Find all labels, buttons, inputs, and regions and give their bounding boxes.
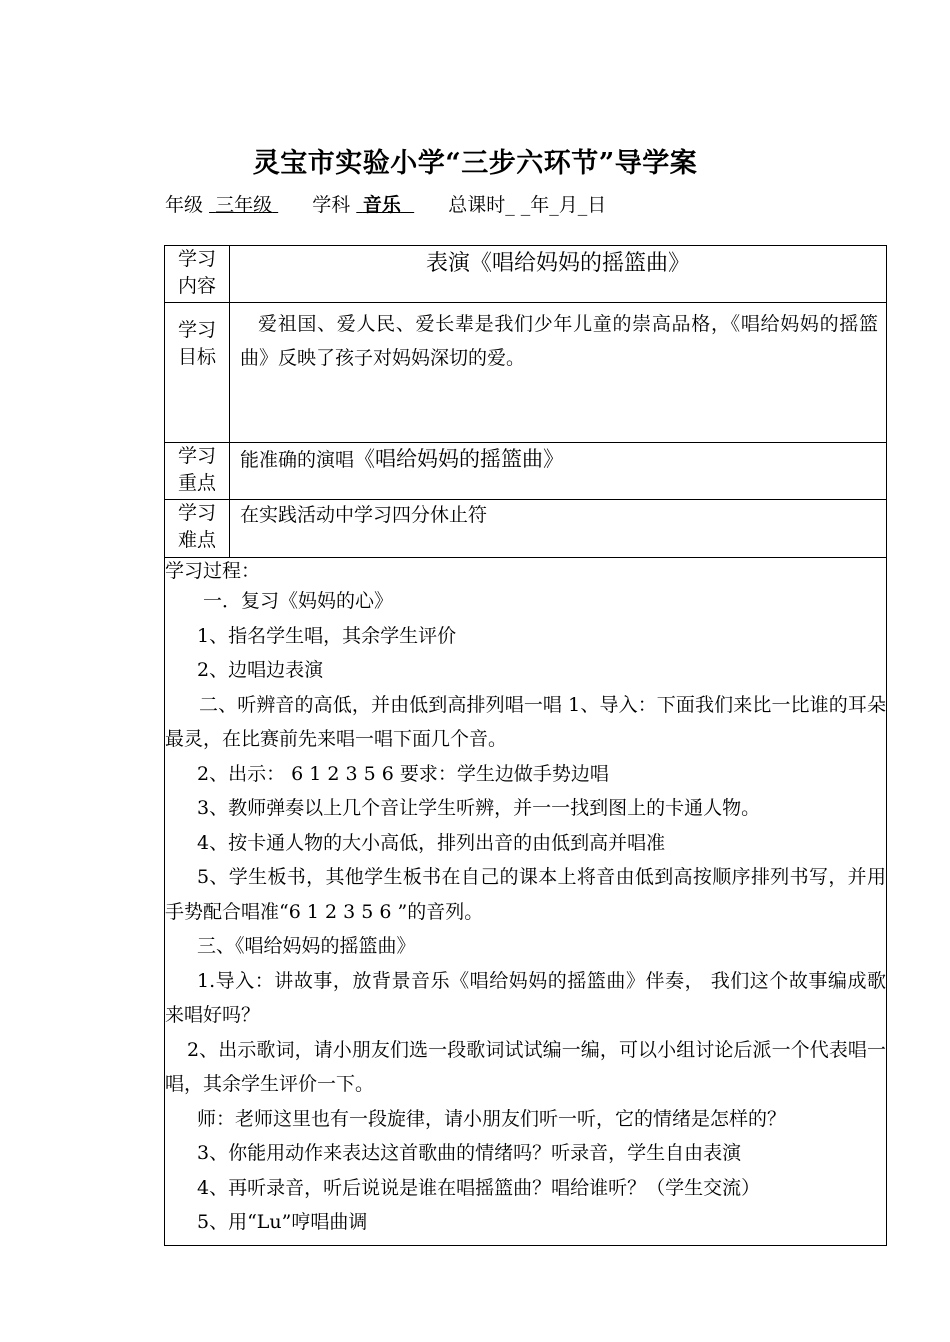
process-line: 师：老师这里也有一段旋律，请小朋友们听一听，它的情绪是怎样的？ [197,1107,787,1130]
process-line: 三、《唱给妈妈的摇篮曲》 [197,935,416,957]
goal-label: 学习 目标 [165,303,230,443]
row-difficulty [165,500,887,558]
process-line: 2、出示： 6 1 2 3 5 6 要求：学生边做手势边唱 [197,762,609,785]
date-field: _ _年_月_日 [505,194,607,216]
goal-value: 爱祖国、爱人民、爱长辈是我们少年儿童的崇高品格，《唱给妈妈的摇篮曲》反映了孩子对妈妈深切的爱。 [230,303,887,443]
lesson-meta [165,190,606,217]
difficulty-value: 在实践活动中学习四分休止符 [230,500,887,558]
process-heading: 学习过程： [165,560,261,582]
process-line: 2、出示歌词，请小朋友们选一段歌词试试编一编，可以小组讨论后派一个代表唱一唱，其余学生评价一下。 [165,1038,886,1095]
process-line: 二、听辨音的高低，并由低到高排列唱一唱 1、导入：下面我们来比一比谁的耳朵最灵，在比赛前先来唱一唱下面几个音。 [165,693,886,750]
row-content [165,246,887,303]
difficulty-label: 学习 难点 [165,500,230,558]
process-line: 2、边唱边表演 [197,659,324,681]
row-focus [165,443,887,500]
process-line: 4、再听录音，听后说说是谁在唱摇篮曲？唱给谁听？（学生交流） [197,1176,761,1199]
lesson-plan-table [164,245,887,1246]
subject-label: 学科 [312,194,351,216]
row-goal [165,303,887,443]
process-section [165,558,887,1246]
process-line: 4、按卡通人物的大小高低，排列出音的由低到高并唱准 [197,831,666,854]
hours-label: 总课时 [448,194,506,216]
process-line: 5、用“Lu”哼唱曲调 [197,1211,368,1233]
content-value: 表演《唱给妈妈的摇篮曲》 [230,246,887,303]
process-line: 1、指名学生唱，其余学生评价 [197,624,457,647]
focus-value: 能准确的演唱《唱给妈妈的摇篮曲》 [230,443,887,500]
process-line: 1.导入：讲故事，放背景音乐《唱给妈妈的摇篮曲》伴奏， 我们这个故事编成歌来唱好吗？ [165,969,886,1026]
content-label: 学习 内容 [165,246,230,303]
focus-label: 学习 重点 [165,443,230,500]
subject-value: 音乐 [362,194,401,216]
process-line: 5、学生板书，其他学生板书在自己的课本上将音由低到高按顺序排列书写，并用手势配合唱准“6 1 2 3 5 6 ”的音列。 [165,866,886,923]
process-line: 一．复习《妈妈的心》 [203,590,394,612]
grade-label: 年级 [165,194,204,216]
row-process [165,558,887,1246]
process-line: 3、你能用动作来表达这首歌曲的情绪吗？听录音，学生自由表演 [197,1142,742,1164]
process-line: 3、教师弹奏以上几个音让学生听辨，并一一找到图上的卡通人物。 [197,797,761,819]
document-title: 灵宝市实验小学“三步六环节”导学案 [252,148,698,179]
grade-value: 三年级 [215,194,273,216]
